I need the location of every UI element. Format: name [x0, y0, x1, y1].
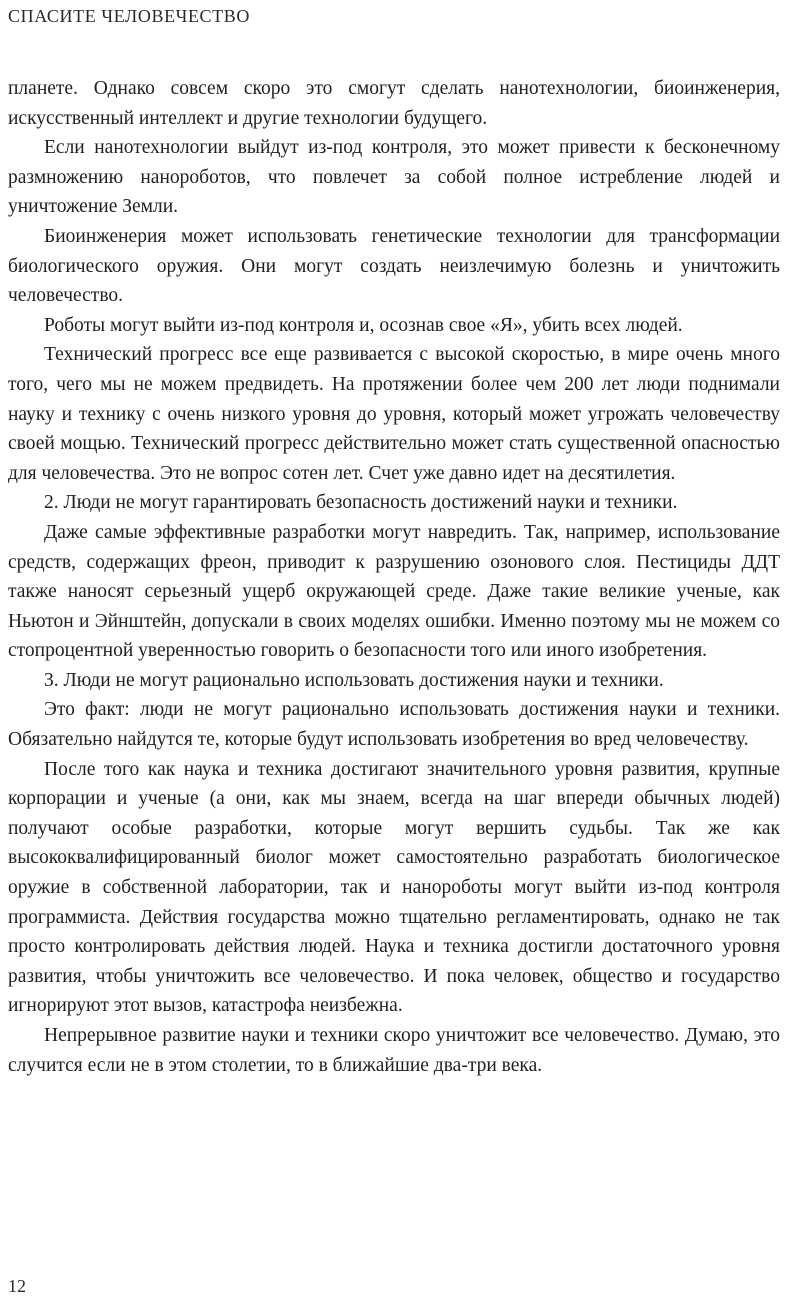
- text-block: [8, 74, 780, 1080]
- paragraph: Непрерывное развитие науки и техники скоро уничтожит все человечество. Думаю, это случится если не в этом столетии, то в ближайшие два-три века.: [8, 1025, 780, 1076]
- paragraph: Технический прогресс все еще развивается с высокой скоростью, в мире очень много того, чего мы не можем предвидеть. На протяжении более чем 200 лет люди поднимали науку и технику с очень низкого уровня до уровня, который может угрожать человечеству своей мощью. Технический прогресс действительно может стать существенной опасностью для человечества. Это не вопрос сотен лет. Счет уже давно идет на десятилетия.: [8, 344, 780, 484]
- paragraph: Это факт: люди не могут рационально использовать достижения науки и техники. Обязательно найдутся те, которые будут использовать изобретения во вред человечеству.: [8, 699, 780, 751]
- running-head: СПАСИТЕ ЧЕЛОВЕЧЕСТВО: [8, 6, 250, 26]
- numbered-paragraph: 2. Люди не могут гарантировать безопасность достижений науки и техники.: [44, 492, 678, 514]
- numbered-paragraph: 3. Люди не могут рационально использовать достижения науки и техники.: [44, 669, 664, 691]
- page-number: 12: [8, 1276, 26, 1296]
- paragraph: Роботы могут выйти из-под контроля и, осознав свое «Я», убить всех людей.: [44, 314, 683, 336]
- paragraph: Даже самые эффективные разработки могут навредить. Так, например, использование средств, содержащих фреон, приводит к разрушению озонового слоя. Пестициды ДДТ также наносят серьезный ущерб окружающей среде. Даже такие великие ученые, как Ньютон и Эйнштейн, допускали в своих моделях ошибки. Именно поэтому мы не можем со стопроцентной уверенностью говорить о безопасности того или иного изобретения.: [8, 521, 780, 662]
- paragraph: планете. Однако совсем скоро это смогут сделать нанотехнологии, биоинженерия, искусственный интеллект и другие технологии будущего.: [8, 78, 780, 129]
- paragraph: Биоинженерия может использовать генетические технологии для трансформации биологического оружия. Они могут создать неизлечимую болезнь и уничтожить человечество.: [8, 225, 780, 307]
- paragraph: После того как наука и техника достигают значительного уровня развития, крупные корпорации и ученые (а они, как мы знаем, всегда на шаг впереди обычных людей) получают особые разработки, которые могут вершить судьбы. Так же как высококвалифицированный биолог может самостоятельно разработать биологическое оружие в собственной лаборатории, так и нанороботы могут выйти из-под контроля программиста. Действия государства можно тщательно регламентировать, однако не так просто контролировать действия людей. Наука и техника достигли достаточного уровня развития, чтобы уничтожить все человечество. И пока человек, общество и государство игнорируют этот вызов, катастрофа неизбежна.: [8, 758, 780, 1017]
- paragraph: Если нанотехнологии выйдут из-под контроля, это может привести к бесконечному размножению нанороботов, что повлечет за собой полное истребление людей и уничтожение Земли.: [8, 137, 780, 218]
